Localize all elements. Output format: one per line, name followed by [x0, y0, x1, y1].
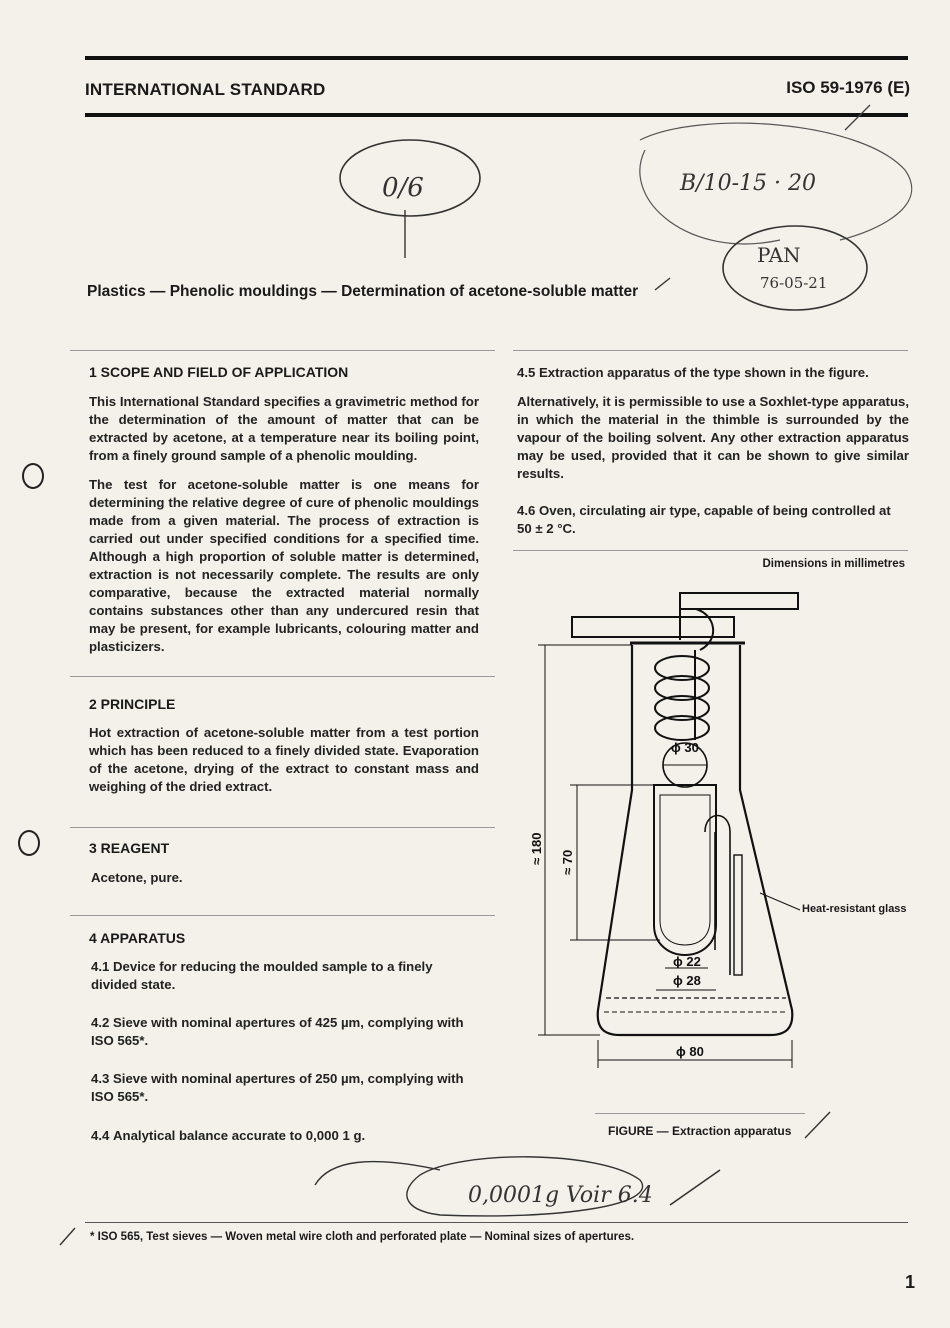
item-4-2-term: Sieve [113, 1015, 148, 1030]
section-4-heading: 4 APPARATUS [89, 930, 186, 946]
item-4-4 [91, 1127, 481, 1145]
item-4-1-number: 4.1 [91, 959, 110, 974]
handwritten-note-1: 0/6 [382, 173, 424, 203]
document-title: Plastics — Phenolic mouldings — Determination of acetone-soluble matter [87, 283, 639, 300]
figure-caption-tick [805, 1112, 830, 1138]
section-2-heading: 2 PRINCIPLE [89, 696, 176, 712]
left-col-rule-4 [70, 915, 495, 916]
dimension-h180: ≈ 180 [529, 832, 544, 865]
item-4-1-term: Device [113, 959, 156, 974]
dimension-d30: ϕ 30 [671, 740, 699, 755]
left-col-rule-2 [70, 676, 495, 677]
handwritten-note-4: 76-05-21 [760, 274, 828, 292]
thimble-inner [660, 795, 710, 945]
item-4-4-text: accurate to 0,000 1 g. [231, 1128, 366, 1143]
thimble [654, 785, 716, 955]
left-col-rule-3 [70, 827, 495, 828]
figure-label-glass: Heat-resistant glass [802, 903, 907, 915]
dimension-d28: ϕ 28 [673, 973, 701, 988]
item-4-6-text: capable of being controlled at 50 ± 2 °C. [517, 503, 891, 536]
handwritten-curve-left [315, 1162, 440, 1185]
figure-dimensions-note: Dimensions in millimetres [762, 558, 905, 570]
section-1-heading: 1 SCOPE AND FIELD OF APPLICATION [89, 364, 349, 380]
item-4-3-text: with nominal apertures of 250 µm, complying with ISO 565*. [91, 1071, 464, 1104]
item-4-5-term: Extraction apparatus [539, 365, 671, 380]
item-4-4-number: 4.4 [91, 1128, 110, 1143]
handwritten-circle-right [723, 226, 867, 310]
right-col-rule-1 [513, 350, 908, 351]
header-standard-number: ISO 59-1976 (E) [786, 78, 910, 97]
dimension-h70: ≈ 70 [560, 849, 575, 875]
siphon-leg [734, 855, 742, 975]
dimension-d22: ϕ 22 [673, 954, 701, 969]
footnote: * ISO 565, Test sieves — Woven metal wire cloth and perforated plate — Nominal sizes of apertures. [90, 1231, 635, 1243]
item-4-1 [91, 958, 481, 994]
extraction-apparatus-drawing [510, 585, 930, 1085]
section-3-heading: 3 REAGENT [89, 840, 170, 856]
item-4-2-number: 4.2 [91, 1015, 110, 1030]
item-4-5 [517, 364, 909, 382]
left-col-rule-1 [70, 350, 495, 351]
siphon-tube [705, 816, 730, 976]
item-4-2 [91, 1014, 481, 1050]
condenser-tube-top [680, 593, 798, 609]
handwritten-note-2: B/10-15 · 20 [680, 171, 816, 196]
item-4-5-number: 4.5 [517, 365, 536, 380]
item-4-4-term: Analytical balance [113, 1128, 229, 1143]
condenser-coil [655, 650, 709, 740]
handwritten-note-3: PAN [757, 243, 801, 267]
item-4-6-number: 4.6 [517, 503, 536, 518]
section-1-para-2: The test for acetone-soluble matter is one means for determining the relative degree of cure of phenolic mouldings made from a given material. The process of extraction is carried out under specified conditions for a specified time. Although a high proportion of soluble matter is determined, extraction is not necessarily complete. The results are only comparative, because the extracted material normally contains substances other than any undercured resin that may be present, for example lubricants, colouring matter and plasticizers. [89, 477, 479, 654]
item-4-5-para-2: Alternatively, it is permissible to use a Soxhlet-type apparatus, in which the material in the thimble is surrounded by the vapour of the boiling solvent. Any other extraction apparatus may be used, provided that it can be shown to give similar results. [517, 394, 909, 481]
item-4-6-term: Oven, circulating air type, [539, 503, 701, 518]
item-4-3 [91, 1070, 481, 1106]
footnote-rule [85, 1222, 908, 1223]
title-tick-mark [655, 278, 670, 290]
item-4-3-number: 4.3 [91, 1071, 110, 1086]
figure-caption: FIGURE — Extraction apparatus [608, 1124, 792, 1138]
footnote-tick [60, 1228, 75, 1245]
item-4-3-term: Sieve [113, 1071, 148, 1086]
handwritten-loop [640, 150, 780, 244]
handwritten-note-5: 0,0001g Voir 6.4 [468, 1183, 653, 1208]
punch-hole-top [22, 463, 44, 489]
figure-bottom-rule [595, 1113, 805, 1114]
handwritten-arrow [670, 1170, 720, 1205]
section-1-para-1: This International Standard specifies a gravimetric method for the determination of the amount of matter that can be extracted by acetone, at a temperature near its boiling point, from a finely ground sample of a phenolic moulding. [89, 394, 479, 463]
handwritten-tick [845, 105, 870, 130]
figure-top-rule [513, 550, 908, 551]
page-number: 1 [904, 1272, 915, 1292]
punch-hole-bottom [18, 830, 40, 856]
item-4-2-text: with nominal apertures of 425 µm, complying with ISO 565*. [91, 1015, 464, 1048]
section-2-para: Hot extraction of acetone-soluble matter from a test portion which has been reduced to a finely divided state. Evaporation of the acetone, drying of the extract to constant mass and weighing of the dried extract. [89, 725, 479, 794]
item-4-1-text: for reducing the moulded sample to a finely divided state. [91, 959, 433, 992]
section-3-para: Acetone, pure. [91, 870, 183, 885]
dimension-d80: ϕ 80 [676, 1044, 704, 1059]
item-4-6 [517, 502, 909, 538]
item-4-5-text: of the type shown in the figure. [673, 365, 869, 380]
header-standard-label: INTERNATIONAL STANDARD [85, 80, 326, 99]
